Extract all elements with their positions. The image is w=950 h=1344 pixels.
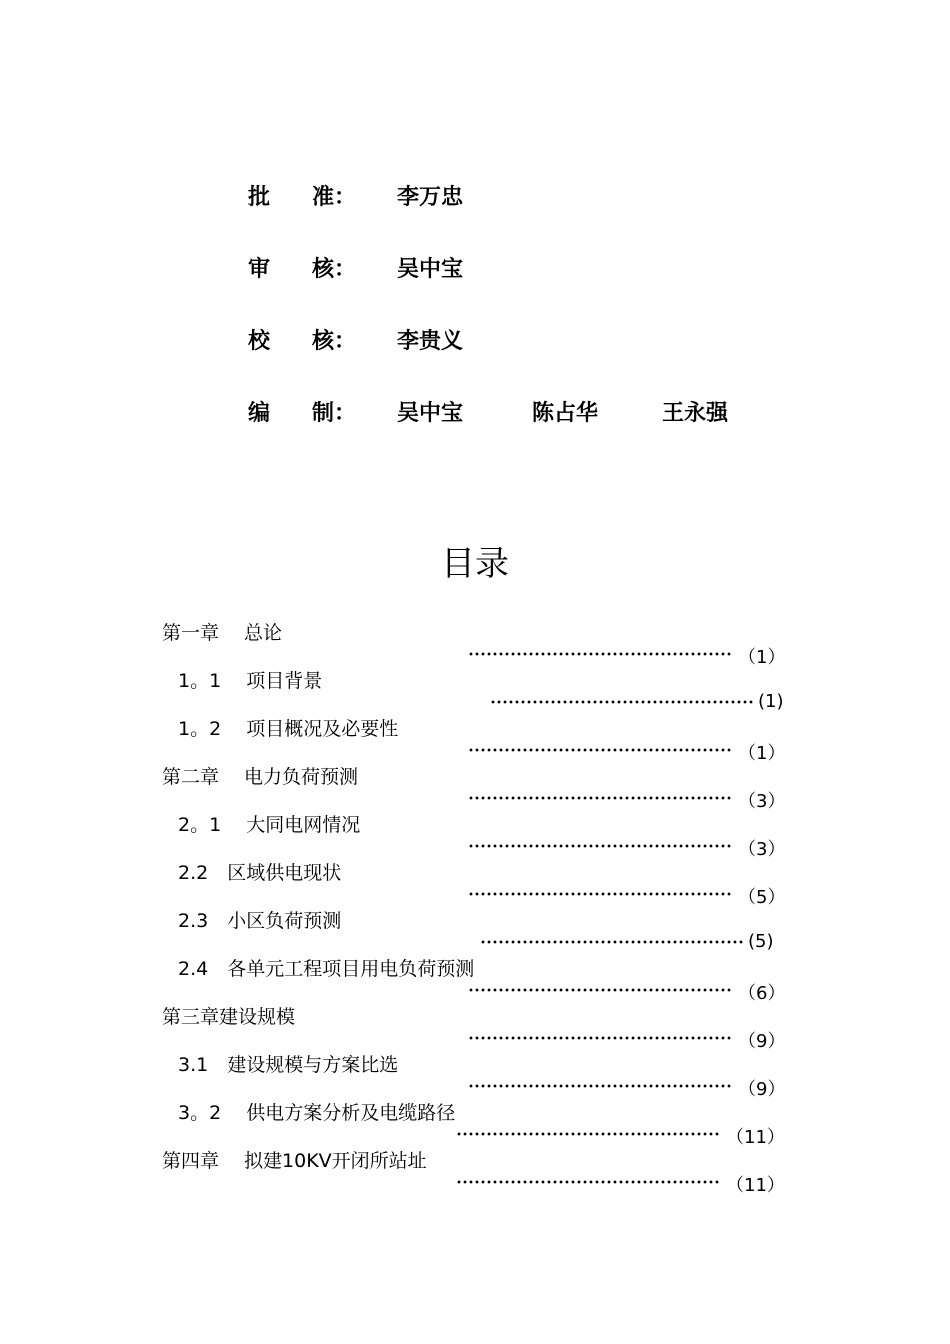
signature-label: 核： xyxy=(312,257,357,282)
signatory-name: 王永强 xyxy=(662,401,729,426)
signatory-name: 李万忠 xyxy=(397,185,464,210)
toc-entry-label[interactable]: 第二章 电力负荷预测 xyxy=(162,766,359,788)
toc-page-number: （5） xyxy=(738,887,786,908)
toc-leader-dots xyxy=(468,796,732,800)
toc-page-number: (5) xyxy=(748,931,774,952)
toc-page-number: （9） xyxy=(738,1079,786,1100)
toc-page-number: （3） xyxy=(738,791,786,812)
toc-page-number: （11） xyxy=(726,1127,785,1148)
toc-entry-label[interactable]: 3。2 供电方案分析及电缆路径 xyxy=(178,1102,456,1124)
toc-entry-label[interactable]: 2.4 各单元工程项目用电负荷预测 xyxy=(178,958,475,980)
toc-leader-dots xyxy=(468,1036,732,1040)
toc-leader-dots xyxy=(480,940,744,944)
toc-page-number: （6） xyxy=(738,983,786,1004)
signature-label: 核： xyxy=(312,329,357,354)
toc-leader-dots xyxy=(468,748,732,752)
toc-leader-dots xyxy=(456,1180,720,1184)
signatory-name: 陈占华 xyxy=(532,401,599,426)
toc-entry-label[interactable]: 2.2 区域供电现状 xyxy=(178,862,342,884)
toc-leader-dots xyxy=(468,892,732,896)
toc-leader-dots xyxy=(468,652,732,656)
signatory-name: 吴中宝 xyxy=(397,257,464,282)
toc-entry-label[interactable]: 第三章建设规模 xyxy=(162,1006,296,1028)
signatory-name: 李贵义 xyxy=(397,329,464,354)
toc-page-number: （3） xyxy=(738,839,786,860)
toc-page-number: （1） xyxy=(738,743,786,764)
signature-label: 编 xyxy=(248,401,271,426)
signature-label: 制： xyxy=(312,401,357,426)
toc-page-number: （9） xyxy=(738,1031,786,1052)
toc-entry-label[interactable]: 1。1 项目背景 xyxy=(178,670,323,692)
signature-label: 审 xyxy=(248,257,271,282)
toc-page-number: （11） xyxy=(726,1175,785,1196)
toc-leader-dots xyxy=(468,988,732,992)
toc-entry-label[interactable]: 第一章 总论 xyxy=(162,622,283,644)
toc-entry-label[interactable]: 1。2 项目概况及必要性 xyxy=(178,718,399,740)
toc-entry-label[interactable]: 2。1 大同电网情况 xyxy=(178,814,361,836)
toc-page-number: (1) xyxy=(758,691,784,712)
toc-page-number: （1） xyxy=(738,647,786,668)
toc-entry-label[interactable]: 3.1 建设规模与方案比选 xyxy=(178,1054,399,1076)
toc-leader-dots xyxy=(490,700,754,704)
signatory-name: 吴中宝 xyxy=(397,401,464,426)
toc-leader-dots xyxy=(456,1132,720,1136)
toc-entry-label[interactable]: 2.3 小区负荷预测 xyxy=(178,910,342,932)
signature-label: 批 xyxy=(248,185,271,210)
signature-label: 准： xyxy=(312,185,357,210)
toc-leader-dots xyxy=(468,1084,732,1088)
toc-leader-dots xyxy=(468,844,732,848)
signature-label: 校 xyxy=(248,329,271,354)
toc-title: 目录 xyxy=(441,544,509,584)
toc-entry-label[interactable]: 第四章 拟建10KV开闭所站址 xyxy=(162,1150,427,1172)
